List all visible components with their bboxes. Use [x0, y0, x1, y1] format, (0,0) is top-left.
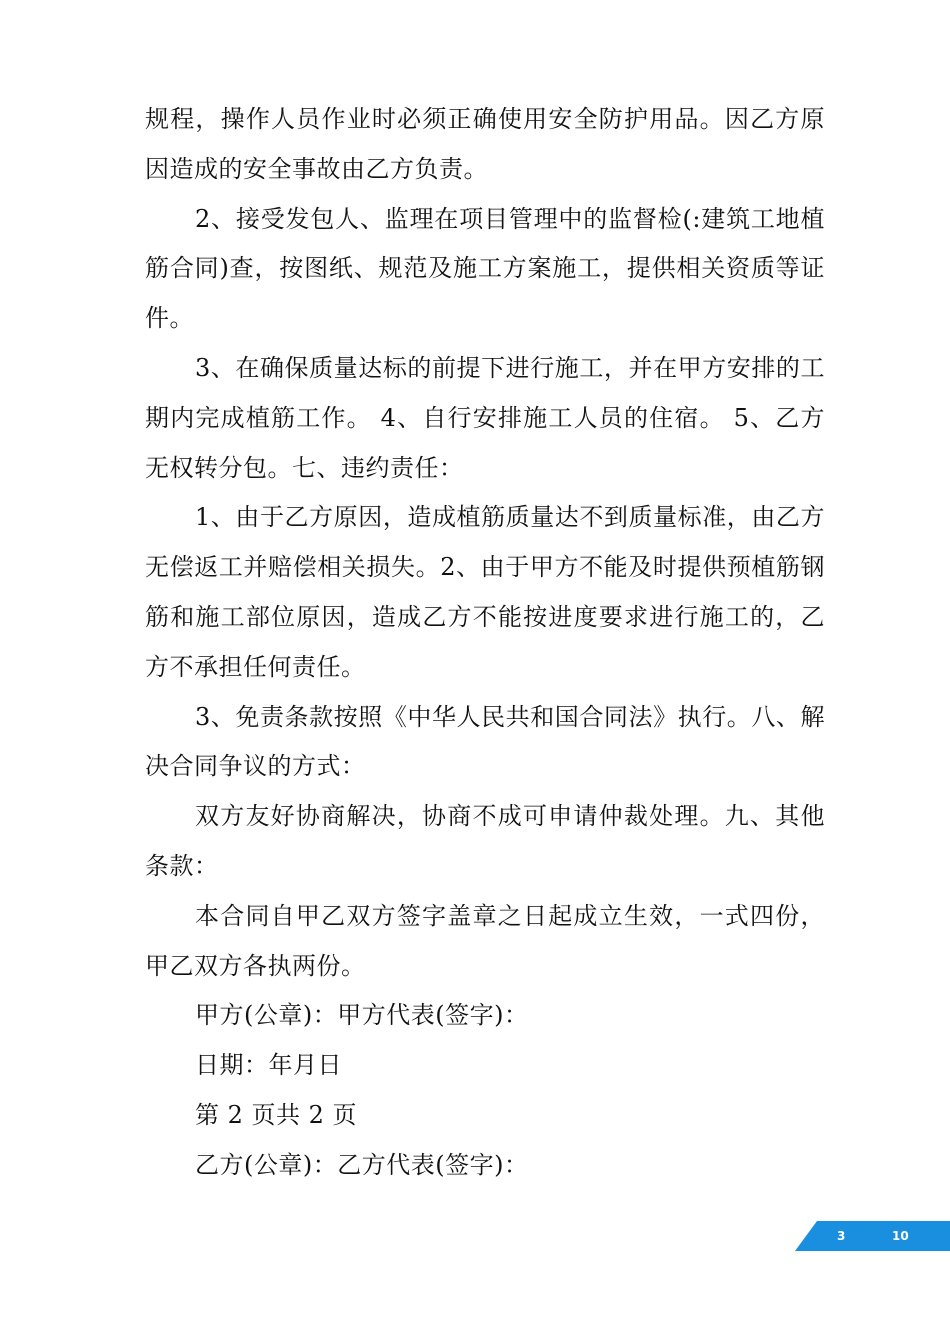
current-page-number: 3 — [837, 1229, 846, 1243]
paragraph-6: 双方友好协商解决，协商不成可申请仲裁处理。九、其他条款： — [145, 802, 825, 880]
badge-shape — [795, 1221, 950, 1251]
paragraph-3: 3、在确保质量达标的前提下进行施工，并在甲方安排的工期内完成植筋工作。 4、自行安排施工人员的住宿。 5、乙方无权转分包。七、违约责任： — [145, 353, 825, 482]
paragraph-1: 规程，操作人员作业时必须正确使用安全防护用品。因乙方原因造成的安全事故由乙方负责。 — [145, 105, 825, 183]
document-body — [145, 95, 825, 1191]
signature-date: 日期：年月日 — [195, 1051, 342, 1080]
paragraph-7: 本合同自甲乙双方签字盖章之日起成立生效，一式四份，甲乙双方各执两份。 — [145, 901, 825, 980]
paragraph-5: 3、免责条款按照《中华人民共和国合同法》执行。八、解决合同争议的方式： — [145, 702, 825, 781]
paragraph-2: 2、接受发包人、监理在项目管理中的监督检(:建筑工地植筋合同)查，按图纸、规范及施工方案施工，提供相关资质等证件。 — [145, 204, 825, 333]
page-number-badge — [795, 1221, 950, 1251]
signature-party-a: 甲方(公章)：甲方代表(签字)： — [195, 1001, 529, 1030]
total-pages-number: 10 — [892, 1229, 909, 1243]
signature-party-b: 乙方(公章)：乙方代表(签字)： — [195, 1150, 529, 1179]
paragraph-4: 1、由于乙方原因，造成植筋质量达不到质量标准，由乙方无偿返工并赔偿相关损失。2、由于甲方不能及时提供预植筋钢筋和施工部位原因，造成乙方不能按进度要求进行施工的，乙方不承担任何责任。 — [145, 503, 825, 681]
inline-page-indicator: 第 2 页共 2 页 — [195, 1100, 358, 1129]
